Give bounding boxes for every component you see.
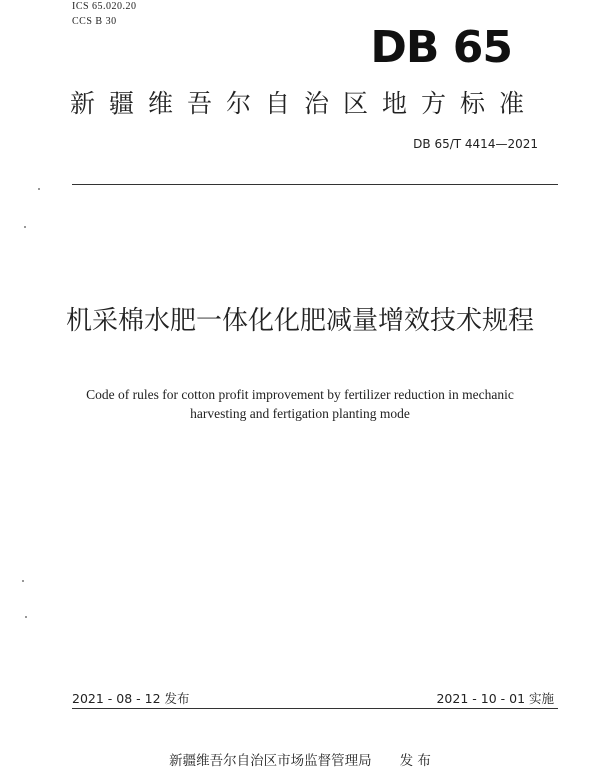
document-title-english — [60, 385, 540, 423]
scan-speck — [38, 188, 40, 190]
issue-date: 2021 - 08 - 12 发布 — [72, 691, 190, 706]
scan-speck — [22, 580, 24, 582]
standard-number: DB 65/T 4414—2021 — [413, 137, 538, 151]
issuer-line — [0, 749, 600, 769]
scan-speck — [24, 226, 26, 228]
issuer-name: 新疆维吾尔自治区市场监督管理局 — [169, 753, 372, 769]
ics-code: ICS 65.020.20 — [72, 1, 137, 12]
scan-speck — [25, 616, 27, 618]
region-standard-title: 新疆维吾尔自治区地方标准 — [70, 89, 539, 118]
db-logo: DB 65 — [370, 22, 512, 73]
ccs-code: CCS B 30 — [72, 16, 117, 27]
issuer-action: 发 布 — [399, 753, 431, 769]
bottom-divider — [72, 708, 558, 709]
english-title-line-1: Code of rules for cotton profit improvement by fertilizer reduction in mechanic — [86, 387, 514, 402]
document-title-chinese: 机采棉水肥一体化化肥减量增效技术规程 — [65, 306, 534, 336]
english-title-line-2: harvesting and fertigation planting mode — [190, 406, 410, 421]
top-divider — [72, 184, 558, 185]
implementation-date: 2021 - 10 - 01 实施 — [436, 691, 554, 706]
